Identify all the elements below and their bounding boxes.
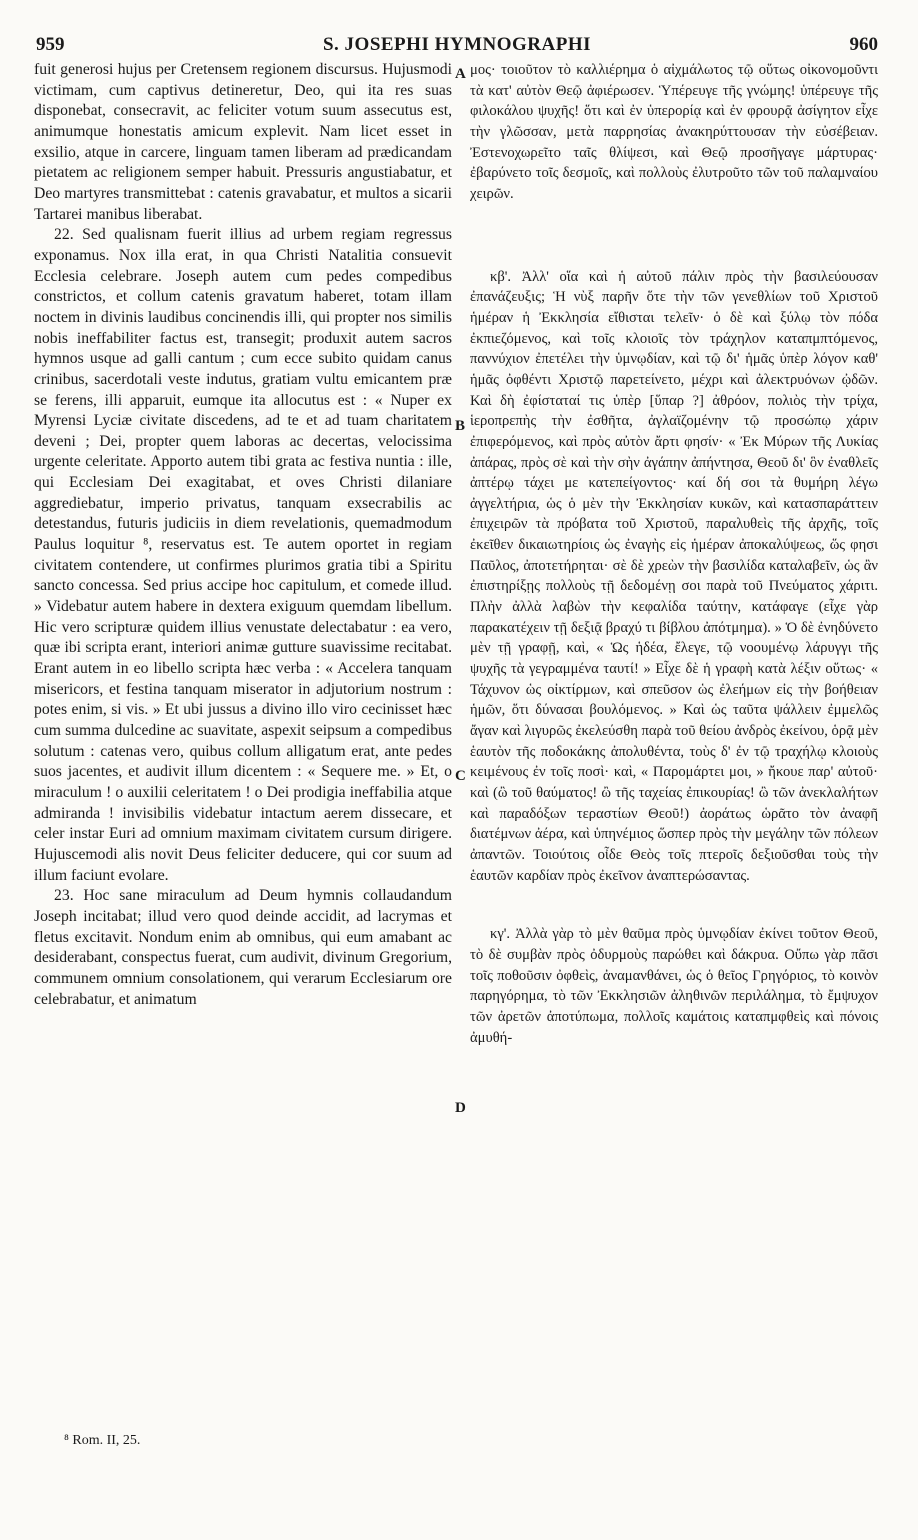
margin-letter-d: D [455, 1100, 466, 1116]
page-number-left: 959 [36, 34, 65, 55]
greek-paragraph-1: μος· τοιοῦτον τὸ καλλιέρημα ὁ αἰχμάλωτος τῷ οὕτως οἰκονομοῦντι τὰ κατ' αὐτὸν Θεῷ ἀφιέρωσεν. Ὑπέρευγε τῆς γνώμης! ὑπέρευγε τῆς φιλοκάλου ψυχῆς! ὅτι καὶ ἐν ὑπερορίᾳ καὶ ἐν φρουρᾷ ἀσίγητον εἶχε τὴν γλῶσσαν, μετὰ παρρησίας ἀνακηρύττουσαν τὴν εὐσέβειαν. Ἐστενοχωρεῖτο ταῖς θλίψεσι, καὶ Θεῷ προσῆγαγε μάρτυρας· ἐβαρύνετο τοῖς δεσμοῖς, καὶ πολλοὺς ἐλυτροῦτο τῶν τοῦ παλαμναίου χειρῶν. [470, 62, 878, 202]
latin-paragraph-22: 22. Sed qualisnam fuerit illius ad urbem regiam regressus exponamus. Nox illa erat, in qua Christi Natalitia consuevit Ecclesia celebrare. Joseph autem cum pedes compedibus constrictos, et collum catenis gravatum haberet, totam illam noctem in divinis laudibus concinendis illi, qui propter nos similis nobis ineffabiliter factus est, transegit; produxit autem sacros hymnos usque ad galli cantum ; cum ecce subito quidam canus crinibus, sacerdotali veste indutus, gratiam vultu emicantem præ se ferens, illi apparuit, eumque ita allocutus est : « Nuper ex Myrensi Lyciæ civitate discedens, ad te et ad tuam charitatem deveni ; Dei, propter quem laboras ac decertas, velocissima urgente celeritate. Apporto autem tibi grata ac festiva nuntia : ille, qui Ecclesiam Dei exagitabat, et oves Christi dilaniare aggrediebatur, imperio privatus, tanquam exsecrabilis ac detestandus, futuris judiciis in diem revelationis, quemadmodum Paulus loquitur ⁸, reservatus est. Te autem oportet in regiam civitatem contendere, ut confirmes plurimos gratia tibi a Spiritu sancto concessa. Sed prius accipe hoc capitulum, et comede illud. » Videbatur autem habere in dextera exiguum quemdam libellum. Hic vero scripturæ quidem illius venustate delectabatur : ea vero, quæ ibi scripta erant, interiori animæ gutture suavissime recitabat. Erant autem in eo libello scripta hæc verba : « Accelera tanquam misericors, et festina tanquam miserator in adjutorium nostrum : potes enim, si vis. » Et ubi jussus a divino illo viro cecinisset hæc cum summa dulcedine ac suavitate, aspexit seipsum a compedibus solutum : catenas vero, quibus collum alligatum erat, ante pedes suos jacentes, et audivit illum dicentem : « Sequere me. » Et, o miraculum ! o auxilii celeritatem ! o Dei prodigia ineffabilia atque admiranda ! invisibilis videbatur intactum aerem dissecare, et celer instar Euri ad omnium maximam civitatem cursum dirigere. Hujuscemodi alis novit Deus feliciter deducere, qui cor suum ad illum faciunt evolare. [34, 226, 452, 884]
margin-letter-a: A [455, 66, 466, 82]
greek-paragraph-22: κβ'. Ἀλλ' οἵα καὶ ἡ αὐτοῦ πάλιν πρὸς τὴν βασιλεύουσαν ἐπανάζευξις; Ἡ νὺξ παρῆν ὅτε τὴν τῶν γενεθλίων τοῦ Χριστοῦ ἡμέραν ἡ Ἐκκλησία εἴθισται τελεῖν· ὁ δὲ καὶ ξύλῳ τὸν πόδα ἐκπιεζόμενος, καὶ τοῖς κλοιοῖς τὸν τράχηλον καταπμπτόμενος, παννύχιον ἐπετέλει τὴν ὑμνῳδίαν, καὶ τῷ δι' ἡμᾶς ὑπὲρ λόγον καθ' ἡμᾶς ὀφθέντι Χριστῷ παρετείνετο, μέχρι καὶ ἀλεκτρυόνων ᾠδῶν. Καὶ δὴ ἐφίσταταί τις ὑπὲρ [ὕπαρ ?] ἀθρόον, πολιὸς τὴν τρίχα, ἱεροπρεπὴς τὴν ἐσθῆτα, ἀγλαϊζομένην τῷ προσώπῳ χάριν ἐπιφερόμενος, καὶ πρὸς αὐτὸν ἄρτι φησίν· « Ἐκ Μύρων τῆς Λυκίας ἀπάρας, πρὸς σὲ καὶ τὴν σὴν ἀγάπην ἀπήντησα, Θεοῦ δι' ὃν ἐναθλεῖς ἀπτέρῳ τάχει με κατεπείγοντος· καί δή σοι τὰ θυμήρη λέγω ἀγγελτήρια, ὡς ὁ μὲν τὴν Ἐκκλησίαν κυκῶν, καὶ κατασπαράττειν ἐπιχειρῶν τὰ πρόβατα τοῦ Χριστοῦ, παραλυθεὶς τῆς ἀρχῆς, τοῖς ἐκεῖθεν δικαιωτηρίοις ὡς ἐναγὴς εἰς ἡμέραν ἀποκαλύψεως, ὥς φησι Παῦλος, ἀποτετήρηται· σὲ δὲ χρεὼν τὴν βασιλίδα καταλαβεῖν, ὡς ἂν ἐπιστηρίξῃς πολλοὺς τῇ δεδομένῃ σοι παρὰ τοῦ Πνεύματος χάριτι. Πλὴν ἀλλὰ λαβὼν τὴν κεφαλίδα ταύτην, κατάφαγε (εἶχε γὰρ παρακατέχειν τῇ δεξιᾷ βραχύ τι βίβλου ἀπότμημα). » Ὁ δὲ ἐνηδύνετο μὲν τῇ γραφῇ, καὶ, « Ὡς ἡδέα, ἔλεγε, τῷ νοουμένῳ λάρυγγι τῆς ψυχῆς τὰ γεγραμμένα ταυτί! » Εἶχε δὲ ἡ γραφὴ κατὰ λέξιν οὕτως· « Τάχυνον ὡς οἰκτίρμων, καὶ σπεῦσον ὡς ἐλεήμων εἰς τὴν βοήθειαν ἡμῶν, ὅτι δύνασαι βουλόμενος. » Καὶ ὡς ταῦτα ψάλλειν ἐμμελῶς ἄγαν καὶ λιγυρῶς ἐκελεύσθη παρὰ τοῦ θείου ἀνδρὸς ἐκείνου, ὁρᾷ μὲν ἑαυτὸν τῆς ποδοκάκης ἀπολυθέντα, τοὺς δ' ἐν τῷ τραχήλῳ κλοιοὺς κειμένους ἐν τοῖς ποσὶ· καὶ, « Παρομάρτει μοι, » ἤκουε παρ' αὐτοῦ· καὶ (ὢ τοῦ θαύματος! ὢ τῆς ταχείας ἐπικουρίας! ὢ τῶν ἀνεκλαλήτων καὶ παραδόξων τεραστίων Θεοῦ!) ἀοράτως ὡρᾶτο τὸν ἀναφῆ διατέμνων ἀέρα, καὶ ὑπηνέμιος ὥσπερ πρὸς τὴν μεγάλην τῶν πόλεων ἀπαντῶν. Τοιούτοις οἶδε Θεὸς τοῖς πτεροῖς δεξιοῦσθαι τοὺς τὴν ἑαυτῶν καρδίαν πρὸς ἐκεῖνον ἀναπτερώσαντας. [470, 268, 878, 884]
page-number-right: 960 [849, 34, 878, 55]
latin-paragraph-1: fuit generosi hujus per Cretensem regionem discursus. Hujusmodi victimam, cum captivus detineretur, Deo, qui ita res suas disponebat, consecravit, ac feliciter votum suum assecutus est, animumque honestatis amicum explevit. Nam licet esset in exsilio, atque in carcere, linguam tamen liberam ad prædicandam pietatem ac religionem semper habuit. Pressuris angustiabatur, et Deo martyres transmittebat : catenis gravabatur, et multos a sicarii Tartarei manibus liberabat. [34, 61, 452, 223]
margin-letter-b: B [455, 418, 466, 434]
greek-column [470, 60, 878, 1048]
margin-letter-c: C [455, 768, 466, 784]
latin-paragraph-23: 23. Hoc sane miraculum ad Deum hymnis collaudandum Joseph incitabat; illud vero quod deinde accidit, ad lacrymas et fletus excitavit. Nondum enim ab omnibus, qui eum amabant ac desiderabant, conspectus fuerat, cum audivit, divinum Gregorium, communem omnium consolationem, qui verarum Ecclesiarum ore celebrabatur, et animatum [34, 887, 452, 1008]
running-title: S. JOSEPHI HYMNOGRAPHI [322, 34, 592, 55]
latin-column [34, 60, 452, 1010]
footnote: ⁸ Rom. II, 25. [64, 1433, 141, 1448]
greek-paragraph-23: κγ'. Ἀλλὰ γὰρ τὸ μὲν θαῦμα πρὸς ὑμνῳδίαν ἐκίνει τοῦτον Θεοῦ, τὸ δὲ συμβὰν πρὸς ὀδυρμοὺς παρώθει καὶ δάκρυα. Οὔπω γὰρ πᾶσι τοῖς ποθοῦσιν ὀφθεὶς, ἀναμανθάνει, ὡς ὁ θεῖος Γρηγόριος, τὸ κοινὸν παρηγόρημα, τὸ τῶν Ἐκκλησιῶν ἀληθινῶν περιλάλημα, τὸ ἔμψυχον τῶν ἀρετῶν ἀποτύπωμα, πολλοῖς καμάτοις καταπμφθεὶς καὶ πόνοις ἀμυθή- [470, 926, 878, 1046]
